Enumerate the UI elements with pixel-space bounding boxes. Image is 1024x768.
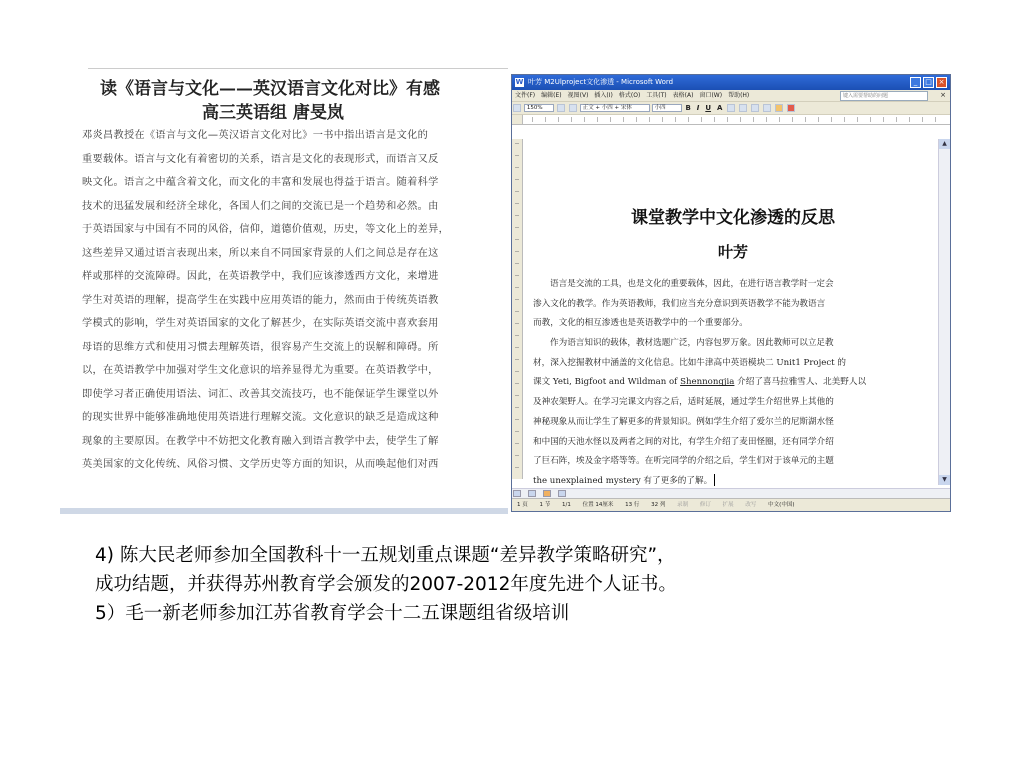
left-doc-line: 重要载体。语言与文化有着密切的关系，语言是文化的表现形式，而语言又反 — [82, 153, 439, 165]
word-app-icon: W — [515, 78, 524, 86]
left-doc-line: 这些差异又通过语言表现出来，所以来自不同国家背景的人们之间总是存在这 — [82, 247, 439, 259]
tab-selector[interactable] — [512, 115, 523, 124]
caption-line-2: 成功结题，并获得苏州教育学会颁发的2007-2012年度先进个人证书。 — [95, 574, 677, 595]
menu-item[interactable]: 帮助(H) — [728, 92, 750, 99]
caption-line-3: 5）毛一新老师参加江苏省教育学会十二五课题组省级培训 — [95, 603, 570, 624]
document-line-tail: 介绍了喜马拉雅雪人、北美野人以 — [734, 377, 867, 388]
left-doc-line: 英美国家的文化传统、风俗习惯、文学历史等方面的知识，从而唤起他们对西 — [82, 459, 439, 470]
font-color-icon[interactable] — [787, 104, 795, 112]
document-line-text: 而教，文化的相互渗透也是英语教学中的一个重要部分。 — [533, 318, 748, 329]
menu-items — [512, 92, 752, 99]
underline-button[interactable]: U — [705, 104, 712, 112]
italic-button[interactable]: I — [696, 104, 700, 112]
document-body[interactable] — [533, 275, 936, 489]
left-doc-line: 学模式的影响，学生对英语国家的文化了解甚少，在实际英语交流中喜欢套用 — [82, 318, 439, 329]
document-line-text: 及神农架野人。在学习完课文内容之后，适时延展，通过学生介绍世界上其他的 — [533, 397, 834, 408]
align-right-icon[interactable] — [751, 104, 759, 112]
document-line — [533, 373, 936, 393]
document-line-text: 渗入文化的教学。作为英语教师，我们应当充分意识到英语教学不能为教语言 — [533, 298, 826, 309]
font-size-select[interactable]: 小四 — [652, 104, 682, 112]
document-line — [533, 334, 936, 354]
document-line-text: the unexplained mystery 有了更多的了解。 — [533, 475, 713, 486]
status-line: 13 行 — [625, 502, 640, 508]
status-rec[interactable]: 录制 — [677, 502, 689, 508]
top-rule — [88, 68, 508, 69]
doc-close-icon[interactable]: × — [940, 91, 946, 99]
left-doc-line: 现象的主要原因。在教学中不妨把文化教育融入到语言教学中去，使学生了解 — [82, 435, 439, 447]
menu-item[interactable]: 工具(T) — [646, 92, 667, 99]
document-page[interactable] — [528, 141, 938, 489]
minimize-button[interactable]: _ — [910, 77, 921, 88]
menu-item[interactable]: 编辑(E) — [541, 92, 562, 99]
help-icon[interactable] — [557, 104, 565, 112]
document-line-text: 了巨石阵，埃及金字塔等等。在听完同学的介绍之后，学生们对于该单元的主题 — [533, 456, 834, 467]
scroll-down-icon[interactable]: ▼ — [939, 475, 950, 485]
vertical-ruler[interactable] — [512, 139, 523, 479]
standard-toolbar — [512, 102, 950, 115]
help-search-input[interactable]: 键入需要帮助的问题 — [840, 91, 928, 101]
menu-item[interactable]: 插入(I) — [594, 92, 613, 99]
document-line — [533, 472, 936, 489]
caption-line-1: 4) 陈大民老师参加全国教科十一五规划重点课题“差异教学策略研究”， — [95, 545, 676, 566]
read-icon[interactable] — [569, 104, 577, 112]
align-center-icon[interactable] — [739, 104, 747, 112]
left-doc-line: 于英语国家与中国有不同的风俗，信仰，道德价值观，历史，等文化上的差异， — [82, 224, 450, 235]
underlined-word: Shennongjia — [680, 377, 735, 388]
document-line — [533, 452, 936, 472]
web-view-icon[interactable] — [528, 490, 536, 497]
word-window — [511, 74, 951, 512]
vertical-ruler-ticks — [515, 143, 519, 473]
status-ovr[interactable]: 改写 — [745, 502, 757, 508]
status-section: 1 节 — [539, 502, 551, 508]
left-doc-title: 读《语言与文化——英汉语言文化对比》有感 — [100, 79, 440, 99]
close-button[interactable]: × — [936, 77, 947, 88]
style-select[interactable]: 正文 + 小四 + 宋体 — [580, 104, 650, 112]
normal-view-icon[interactable] — [513, 490, 521, 497]
left-doc-subtitle: 高三英语组 唐旻岚 — [202, 103, 344, 123]
left-doc-line: 技术的迅猛发展和经济全球化，各国人们之间的交流已是一个趋势和必然。由 — [82, 200, 439, 212]
print-view-icon[interactable] — [543, 490, 551, 497]
left-doc-bottom-bar — [60, 508, 508, 514]
status-trk[interactable]: 修订 — [699, 502, 711, 508]
highlight-icon[interactable] — [775, 104, 783, 112]
status-language: 中文(中国) — [768, 502, 795, 508]
char-border-button[interactable]: A — [716, 104, 723, 112]
align-left-icon[interactable] — [727, 104, 735, 112]
word-title-bar — [512, 75, 950, 90]
left-doc-line: 以，在英语教学中加强对学生文化意识的培养显得尤为重要。在英语教学中， — [82, 365, 439, 376]
document-line-text: 语言是交流的工具，也是文化的重要载体，因此，在进行语言教学时一定会 — [550, 279, 834, 289]
bold-button[interactable]: B — [685, 104, 691, 112]
document-title: 课堂教学中文化渗透的反思 — [631, 208, 835, 228]
left-doc-line: 样或那样的交流障碍。因此，在英语教学中，我们应该渗透西方文化，来增进 — [82, 271, 439, 282]
justify-icon[interactable] — [763, 104, 771, 112]
horizontal-ruler[interactable] — [512, 115, 950, 125]
undo-icon[interactable] — [513, 104, 521, 112]
document-line — [533, 314, 936, 334]
status-ext[interactable]: 扩展 — [722, 502, 734, 508]
caption-text — [95, 541, 995, 628]
document-line — [533, 393, 936, 413]
document-line-text: 课文 Yeti, Bigfoot and Wildman of — [533, 377, 681, 388]
left-doc-line: 邓炎昌教授在《语言与文化—英汉语言文化对比》一书中指出语言是文化的 — [82, 130, 429, 141]
document-line — [533, 295, 936, 315]
document-line-text: 和中国的天池水怪以及两者之间的对比，有学生介绍了麦田怪圈，还有同学介绍 — [533, 436, 834, 447]
ruler-ticks — [532, 117, 936, 122]
left-doc-body — [82, 124, 506, 477]
menu-item[interactable]: 表格(A) — [672, 92, 694, 99]
left-doc-line: 母语的思维方式和使用习惯去理解英语，很容易产生交流上的误解和障碍。所 — [82, 341, 439, 353]
document-line — [533, 413, 936, 433]
outline-view-icon[interactable] — [558, 490, 566, 497]
menu-item[interactable]: 文件(F) — [515, 92, 536, 99]
status-page: 1 页 — [517, 502, 528, 508]
left-doc-line: 映文化。语言之中蕴含着文化，而文化的丰富和发展也得益于语言。随着科学 — [82, 177, 439, 188]
document-line — [533, 354, 936, 374]
document-author: 叶芳 — [717, 243, 748, 261]
status-column: 32 列 — [651, 502, 666, 508]
scroll-up-icon[interactable]: ▲ — [939, 139, 950, 149]
document-line — [533, 275, 936, 295]
left-doc-line: 即使学习者正确使用语法、词汇、改善其交流技巧，也不能保证学生课堂以外 — [82, 388, 439, 400]
menu-item[interactable]: 格式(O) — [618, 92, 641, 99]
left-doc-line: 学生对英语的理解，提高学生在实践中应用英语的能力，然而由于传统英语教 — [82, 294, 439, 306]
window-title: 叶芳 M2Ulproject文化渗透 - Microsoft Word — [528, 78, 674, 86]
menu-item[interactable]: 视图(V) — [567, 92, 589, 99]
text-cursor — [714, 474, 715, 486]
status-page-of: 1/1 — [562, 502, 571, 508]
status-bar — [512, 498, 950, 511]
maximize-button[interactable]: □ — [923, 77, 934, 88]
document-line-text: 作为语言知识的载体，教材选题广泛，内容包罗万象。因此教师可以立足教 — [550, 338, 834, 349]
left-document-image — [60, 68, 508, 514]
document-line-text: 材，深入挖掘教材中涵盖的文化信息。比如牛津高中英语模块二 Unit1 Project 的 — [533, 357, 846, 368]
menu-bar — [512, 90, 950, 102]
zoom-select[interactable]: 150% — [524, 104, 554, 112]
document-line-text: 神秘现象从而让学生了解更多的背景知识。例如学生介绍了爱尔兰的尼斯湖水怪 — [533, 416, 834, 427]
document-line — [533, 433, 936, 453]
status-position: 位置 14厘米 — [582, 502, 614, 508]
vertical-scrollbar[interactable] — [938, 139, 950, 485]
menu-item[interactable]: 窗口(W) — [699, 92, 723, 99]
left-doc-line: 的现实世界中能够准确地使用英语进行理解交流。文化意识的缺乏是造成这种 — [82, 412, 439, 423]
